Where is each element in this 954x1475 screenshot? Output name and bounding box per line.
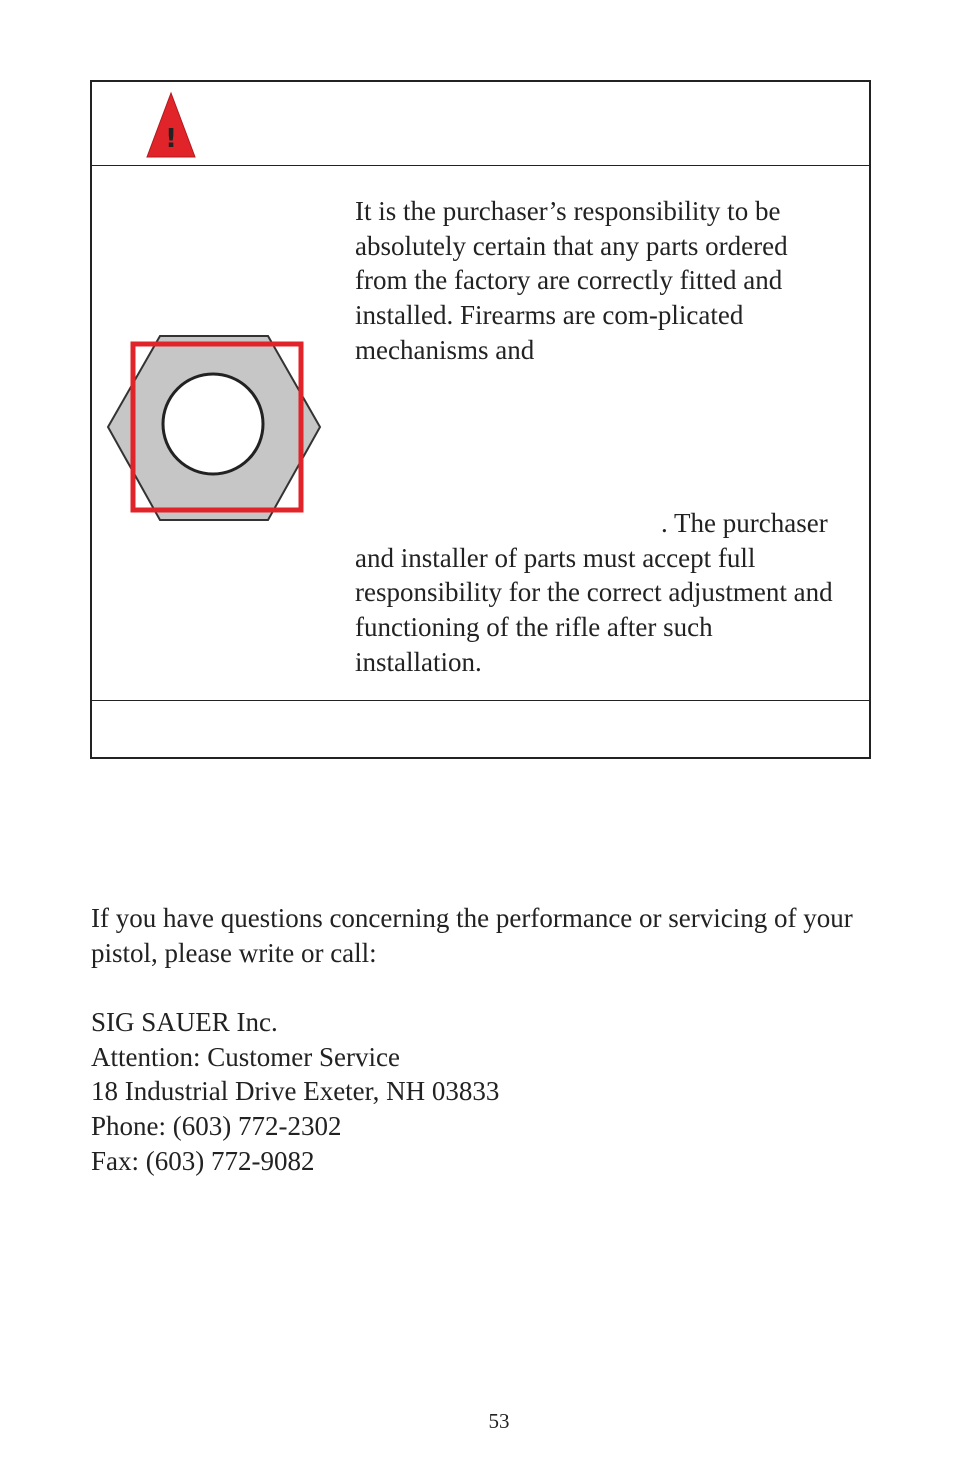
attention-line: Attention: Customer Service bbox=[91, 1041, 400, 1072]
warning-paragraph-top: It is the purchaser’s responsibility to be absolutely certain that any parts ordered from the factory are correctly fitted and installed. Firearms are com-plicated mechanisms and bbox=[355, 196, 788, 365]
contact-address bbox=[91, 1005, 791, 1179]
warning-header bbox=[92, 82, 869, 166]
company-name: SIG SAUER Inc. bbox=[91, 1007, 278, 1037]
fax-number: Fax: (603) 772-9082 bbox=[91, 1145, 315, 1176]
nut-icon bbox=[106, 334, 322, 524]
page-number: 53 bbox=[488, 1409, 510, 1433]
warning-triangle-icon bbox=[145, 91, 197, 159]
warning-body bbox=[92, 166, 869, 701]
warning-footer bbox=[92, 702, 869, 757]
warning-paragraph-bottom-rest: and installer of parts must accept full responsibility for the correct adjustment and functioning of the rifle after such installation. bbox=[355, 542, 833, 677]
phone-number: Phone: (603) 772-2302 bbox=[91, 1111, 342, 1142]
warning-paragraph-bottom-first: . The purchaser bbox=[661, 508, 828, 538]
street-address: 18 Industrial Drive Exeter, NH 03833 bbox=[91, 1076, 500, 1107]
warning-box bbox=[90, 80, 871, 759]
contact-intro: If you have questions concerning the performance or servicing of your pistol, please write or call: bbox=[91, 903, 853, 968]
warning-paragraph-bottom bbox=[355, 506, 845, 680]
warning-glyph: ! bbox=[165, 124, 177, 154]
